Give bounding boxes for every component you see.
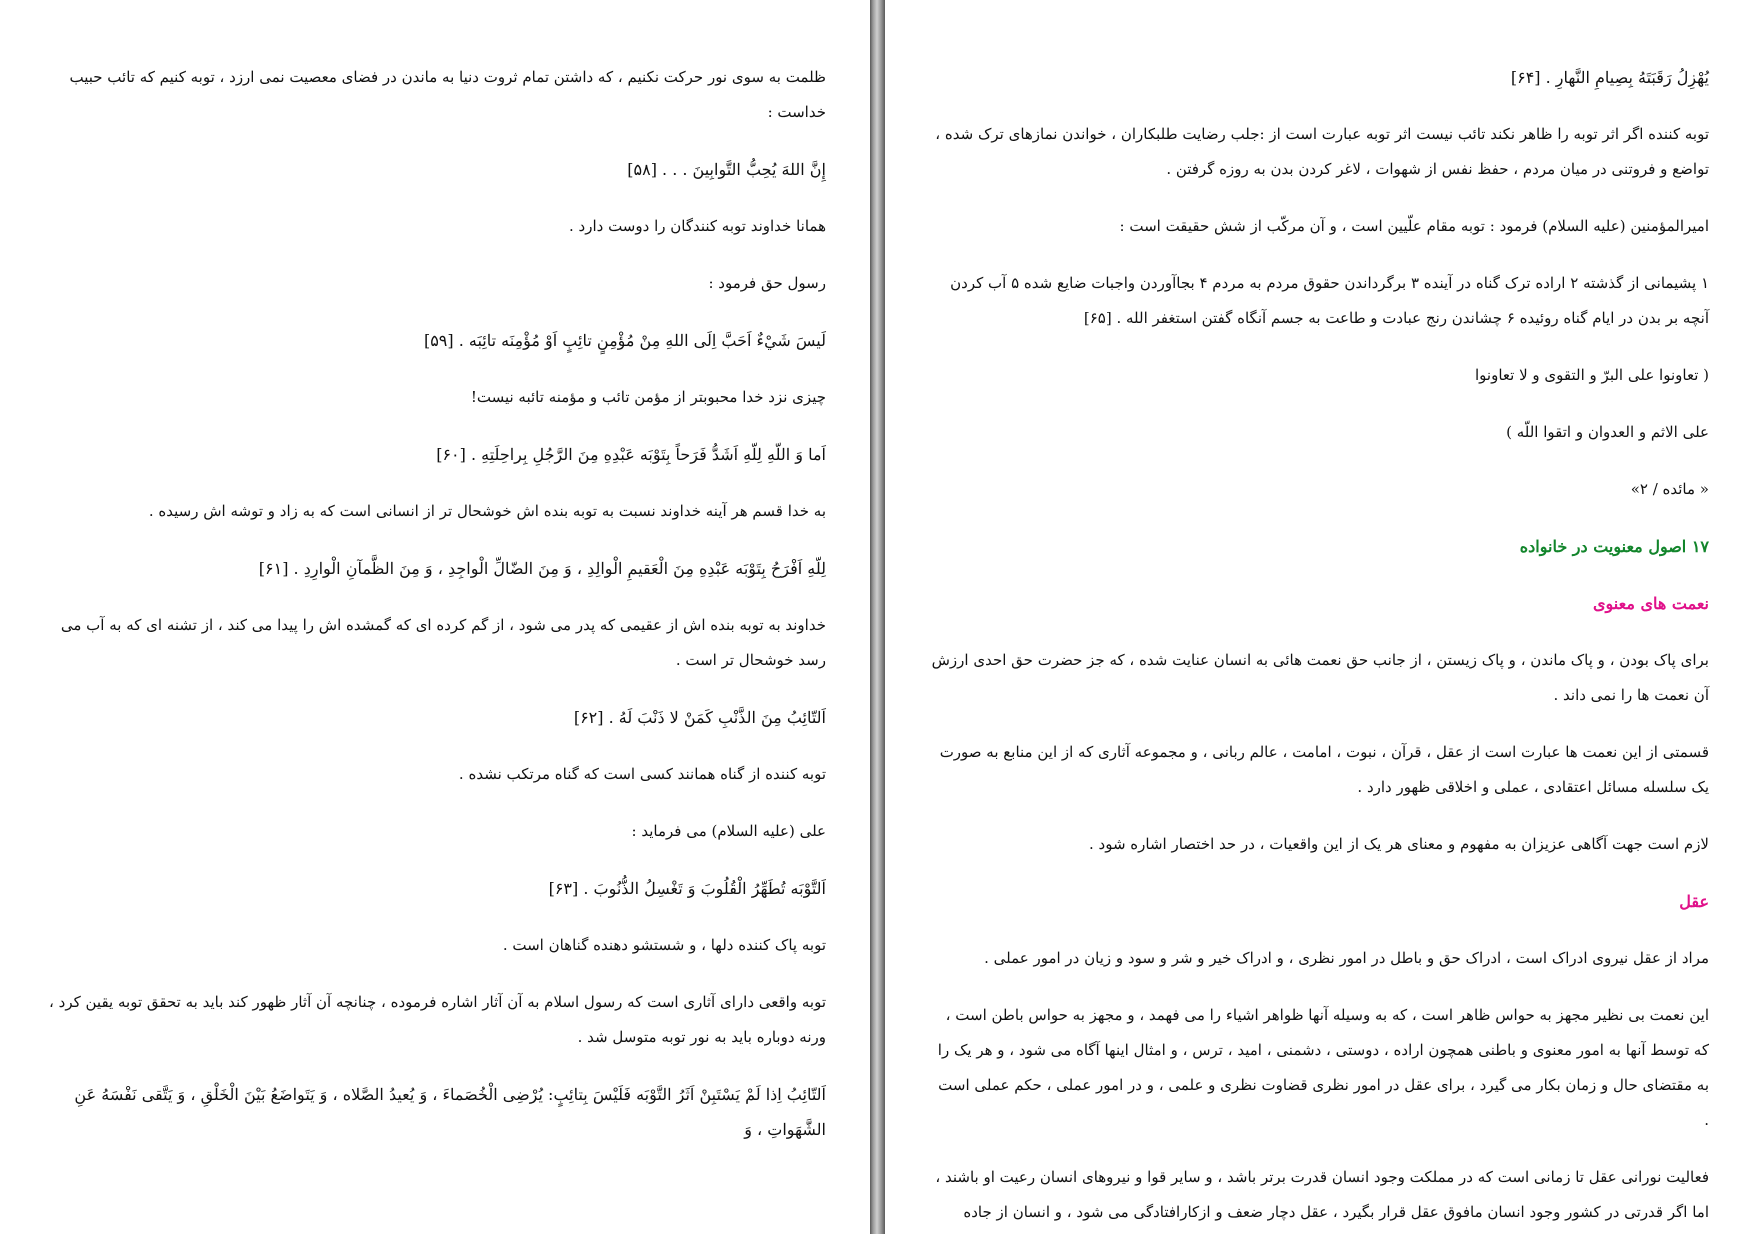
paragraph: توبه واقعی دارای آثاری است که رسول اسلام به آن آثار اشاره فرموده ، چنانچه آن آثار ظهور کند باید به تحقق توبه یقین کرد ، ورنه دوباره باید به نور توبه متوسل شد . <box>49 993 826 1046</box>
subsection-heading: نعمت های معنوی <box>1592 594 1709 613</box>
paragraph: مراد از عقل نیروی ادراک است ، ادراک حق و باطل در امور نظری ، و ادراک خیر و شر و سود و زیان در امور عملی . <box>984 949 1709 967</box>
paragraph: ظلمت به سوی نور حرکت نکنیم ، که داشتن تمام ثروت دنیا به ماندن در فضای معصیت نمی ارزد ، توبه کنیم که تائب حبیب خداست : <box>69 68 826 121</box>
right-page <box>885 0 1753 1234</box>
paragraph: ۱ پشیمانی از گذشته ۲ اراده ترک گناه در آینده ۳ برگرداندن حقوق مردم به مردم ۴ بجاآوردن واجبات ضایع شده ۵ آب کردن آنچه بر بدن در ایام گناه روئیده ۶ چشاندن رنج عبادت و طاعت به جسم آنگاه گفتن استغفر الله . [۶۵] <box>950 274 1709 327</box>
arabic-quote: لَيسَ شَيْءٌ اَحَبَّ اِلَى اللهِ مِنْ مُؤْمِنٍ تائِبٍ اَوْ مُؤْمِنَه تائِبَه . [۵۹] <box>423 331 826 350</box>
paragraph: قسمتی از این نعمت ها عبارت است از عقل ، قرآن ، نبوت ، امامت ، عالم ربانی ، و مجموعه آثاری که از این منابع به صورت یک سلسله مسائل اعتقادی ، عملی و اخلاقی ظهور دارد . <box>939 743 1709 796</box>
arabic-quote: اَلتّائِبُ مِنَ الذَّنْبِ كَمَنْ لا ذَنْبَ لَهُ . [۶۲] <box>573 708 826 727</box>
quran-verse-line: ( تعاونوا على البرّ و التقوى و لا تعاونوا <box>1475 366 1709 384</box>
paragraph: همانا خداوند توبه کنندگان را دوست دارد . <box>569 217 826 235</box>
page-spine-divider <box>870 0 885 1234</box>
subsection-heading: عقل <box>1679 892 1709 911</box>
paragraph: علی (علیه السلام) می فرماید : <box>631 822 826 840</box>
arabic-quote: اَلتّائِبُ اِذا لَمْ يَسْتَبِنْ اَثَرُ التَّوْبَه فَلَيْسَ بِتائِبٍ: يُرْضِى الْخُصَماءَ ، وَ يُعيدُ الصَّلاه ، وَ يَتَواضَعُ بَيْنَ الْخَلْقِ ، وَ يَتَّقى نَفْسَهُ عَنِ الشَّهَواتِ ، وَ <box>74 1085 826 1139</box>
paragraph: توبه کننده اگر اثر توبه را ظاهر نکند تائب نیست اثر توبه عبارت است از :جلب رضایت طلبکاران ، خواندن نمازهای ترک شده ، تواضع و فروتنی در میان مردم ، حفظ نفس از شهوات ، لاغر کردن بدن به روزه گرفتن . <box>935 125 1709 178</box>
paragraph: امیرالمؤمنین (علیه السلام) فرمود : توبه مقام علّیین است ، و آن مرکّب از شش حقیقت است : <box>1119 217 1709 235</box>
arabic-quote: إِنَّ اللهَ يُحِبُّ التَّوابِينَ . . . [۵۸] <box>627 160 826 179</box>
arabic-quote: اَلتَّوْبَه تُطَهِّرُ الْقُلُوبَ وَ تَغْسِلُ الذُّنُوبَ . [۶۳] <box>548 879 826 898</box>
right-page-text-column <box>929 60 1709 1234</box>
section-heading: ۱۷ اصول معنویت در خانواده <box>1519 537 1709 556</box>
paragraph: رسول حق فرمود : <box>708 274 826 292</box>
arabic-quote: اَما وَ اللّهِ لِلّهِ اَشَدُّ فَرَحاً بِتَوْبَه عَبْدِهِ مِنَ الرَّجُلِ بِراحِلَتِهِ . [۶۰] <box>436 445 826 464</box>
paragraph: خداوند به توبه بنده اش از عقیمی که پدر می شود ، از گم کرده ای که گمشده اش را پیدا می کند ، از تشنه ای که به آب می رسد خوشحال تر است . <box>60 616 826 669</box>
paragraph: این نعمت بی نظیر مجهز به حواس ظاهر است ، که به وسیله آنها ظواهر اشیاء را می فهمد ، و مجهز به حواس باطن است ، که توسط آنها به امور معنوی و باطنی همچون اراده ، دوستی ، دشمنی ، امید ، ترس ، و امثال اینها آگاه می شود ، و هر یک را به مقتضای حال و زمان بکار می گیرد ، برای عقل در امور نظری قضاوت نظری و علمی ، و در امور عملی ، حکم عملی است . <box>937 1006 1709 1129</box>
paragraph: توبه کننده از گناه همانند کسی است که گناه مرتکب نشده . <box>458 765 826 783</box>
paragraph: توبه پاک کننده دلها ، و شستشو دهنده گناهان است . <box>502 936 826 954</box>
arabic-quote: لِلّهِ اَفْرَحُ بِتَوْبَه عَبْدِهِ مِنَ الْعَقيمِ الْوالِدِ ، وَ مِنَ الضّالِّ الْواجِدِ ، وَ مِنَ الظَّمآنِ الْوارِدِ . [۶۱] <box>258 559 826 578</box>
paragraph: فعالیت نورانی عقل تا زمانی است که در مملکت وجود انسان قدرت برتر باشد ، و سایر قوا و نیروهای انسان رعیت او باشند ، اما اگر قدرتی در کشور وجود انسان مافوق عقل قرار بگیرد ، عقل دچار ضعف و ازکارافتادگی می شود ، و انسان از جاده <box>935 1168 1709 1221</box>
paragraph: به خدا قسم هر آینه خداوند نسبت به توبه بنده اش خوشحال تر از انسانی است که به زاد و توشه اش رسیده . <box>148 502 826 520</box>
paragraph: لازم است جهت آگاهی عزیزان به مفهوم و معنای هر یک از این واقعیات ، در حد اختصار اشاره شود . <box>1089 835 1709 853</box>
left-page <box>0 0 870 1234</box>
arabic-quote: يُهْزِلُ رَقَبَتَهُ بِصِيامِ النَّهارِ . [۶۴] <box>1510 68 1709 87</box>
verse-reference: « مائده / ۲» <box>1630 480 1709 498</box>
quran-verse-line: على الاثم و العدوان و اتقوا اللّه ) <box>1506 423 1709 441</box>
left-page-text-column <box>36 60 826 1169</box>
paragraph: چیزی نزد خدا محبوبتر از مؤمن تائب و مؤمنه تائبه نیست! <box>470 388 826 406</box>
paragraph: برای پاک بودن ، و پاک ماندن ، و پاک زیستن ، از جانب حق نعمت هائی به انسان عنایت شده ، که جز حضرت حق احدی ارزش آن نعمت ها را نمی داند . <box>931 651 1709 704</box>
